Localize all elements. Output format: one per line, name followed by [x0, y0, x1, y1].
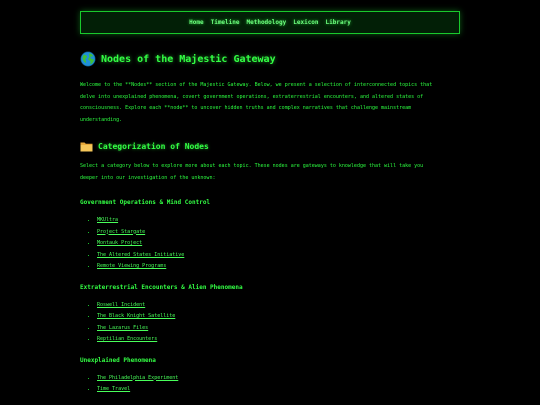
- category-list-government: [80, 215, 440, 273]
- intro-paragraph: Welcome to the **Nodes** section of the Majestic Gateway. Below, we present a selection of interconnected topics that delve into unexplained phenomena, covert government operations, extraterrestrial encounters, and altered states of consciousness. Explore each **node** to uncover hidden truths and complex narratives that challenge mainstream understanding.: [80, 82, 433, 123]
- nav-lexicon[interactable]: Lexicon: [293, 19, 319, 26]
- categorization-heading-row: [80, 136, 440, 156]
- node-link-remote-viewing[interactable]: Remote Viewing Programs: [97, 263, 167, 269]
- main-content: [80, 48, 440, 396]
- node-link-project-stargate[interactable]: Project Stargate: [97, 228, 146, 235]
- node-link-roswell[interactable]: Roswell Incident: [97, 301, 146, 308]
- list-item: [97, 334, 440, 346]
- list-item: [97, 311, 440, 323]
- list-item: [97, 384, 440, 396]
- categorization-heading: Categorization of Nodes: [98, 141, 209, 151]
- category-title-extraterrestrial: Extraterrestrial Encounters & Alien Phenomena: [80, 283, 243, 291]
- node-link-philadelphia[interactable]: The Philadelphia Experiment: [97, 374, 179, 381]
- list-item: [97, 261, 440, 273]
- list-item: [97, 323, 440, 335]
- categorization-intro: Select a category below to explore more about each topic. These nodes are gateways to knowledge that will take you deeper into our investigation of the unknown:: [80, 163, 424, 181]
- category-title-government: Government Operations & Mind Control: [80, 199, 211, 206]
- category-list-extraterrestrial: [80, 300, 440, 346]
- nav-library[interactable]: Library: [325, 19, 351, 26]
- nav-timeline[interactable]: Timeline: [210, 19, 240, 26]
- node-link-lazarus-files[interactable]: The Lazarus Files: [97, 324, 149, 331]
- nav-methodology[interactable]: Methodology: [246, 19, 287, 26]
- list-item: [97, 300, 440, 312]
- top-nav: [80, 11, 460, 34]
- list-item: [97, 250, 440, 262]
- page-title-row: [80, 48, 440, 70]
- node-link-altered-states[interactable]: The Altered States Initiative: [97, 251, 185, 258]
- page-title: Nodes of the Majestic Gateway: [101, 53, 276, 65]
- node-link-mkultra[interactable]: MKUltra: [97, 217, 119, 223]
- node-link-time-travel[interactable]: Time Travel: [97, 386, 131, 392]
- category-list-unexplained: [80, 373, 440, 396]
- category-title-unexplained: Unexplained Phenomena: [80, 356, 156, 364]
- list-item: [97, 227, 440, 239]
- folder-icon: [80, 141, 93, 152]
- node-link-montauk-project[interactable]: Montauk Project: [97, 240, 143, 246]
- node-link-black-knight[interactable]: The Black Knight Satellite: [97, 313, 176, 319]
- node-link-reptilian[interactable]: Reptilian Encounters: [97, 336, 158, 342]
- nav-home[interactable]: Home: [189, 19, 204, 26]
- list-item: [97, 373, 440, 385]
- list-item: [97, 215, 440, 227]
- globe-icon: [80, 51, 96, 67]
- list-item: [97, 238, 440, 250]
